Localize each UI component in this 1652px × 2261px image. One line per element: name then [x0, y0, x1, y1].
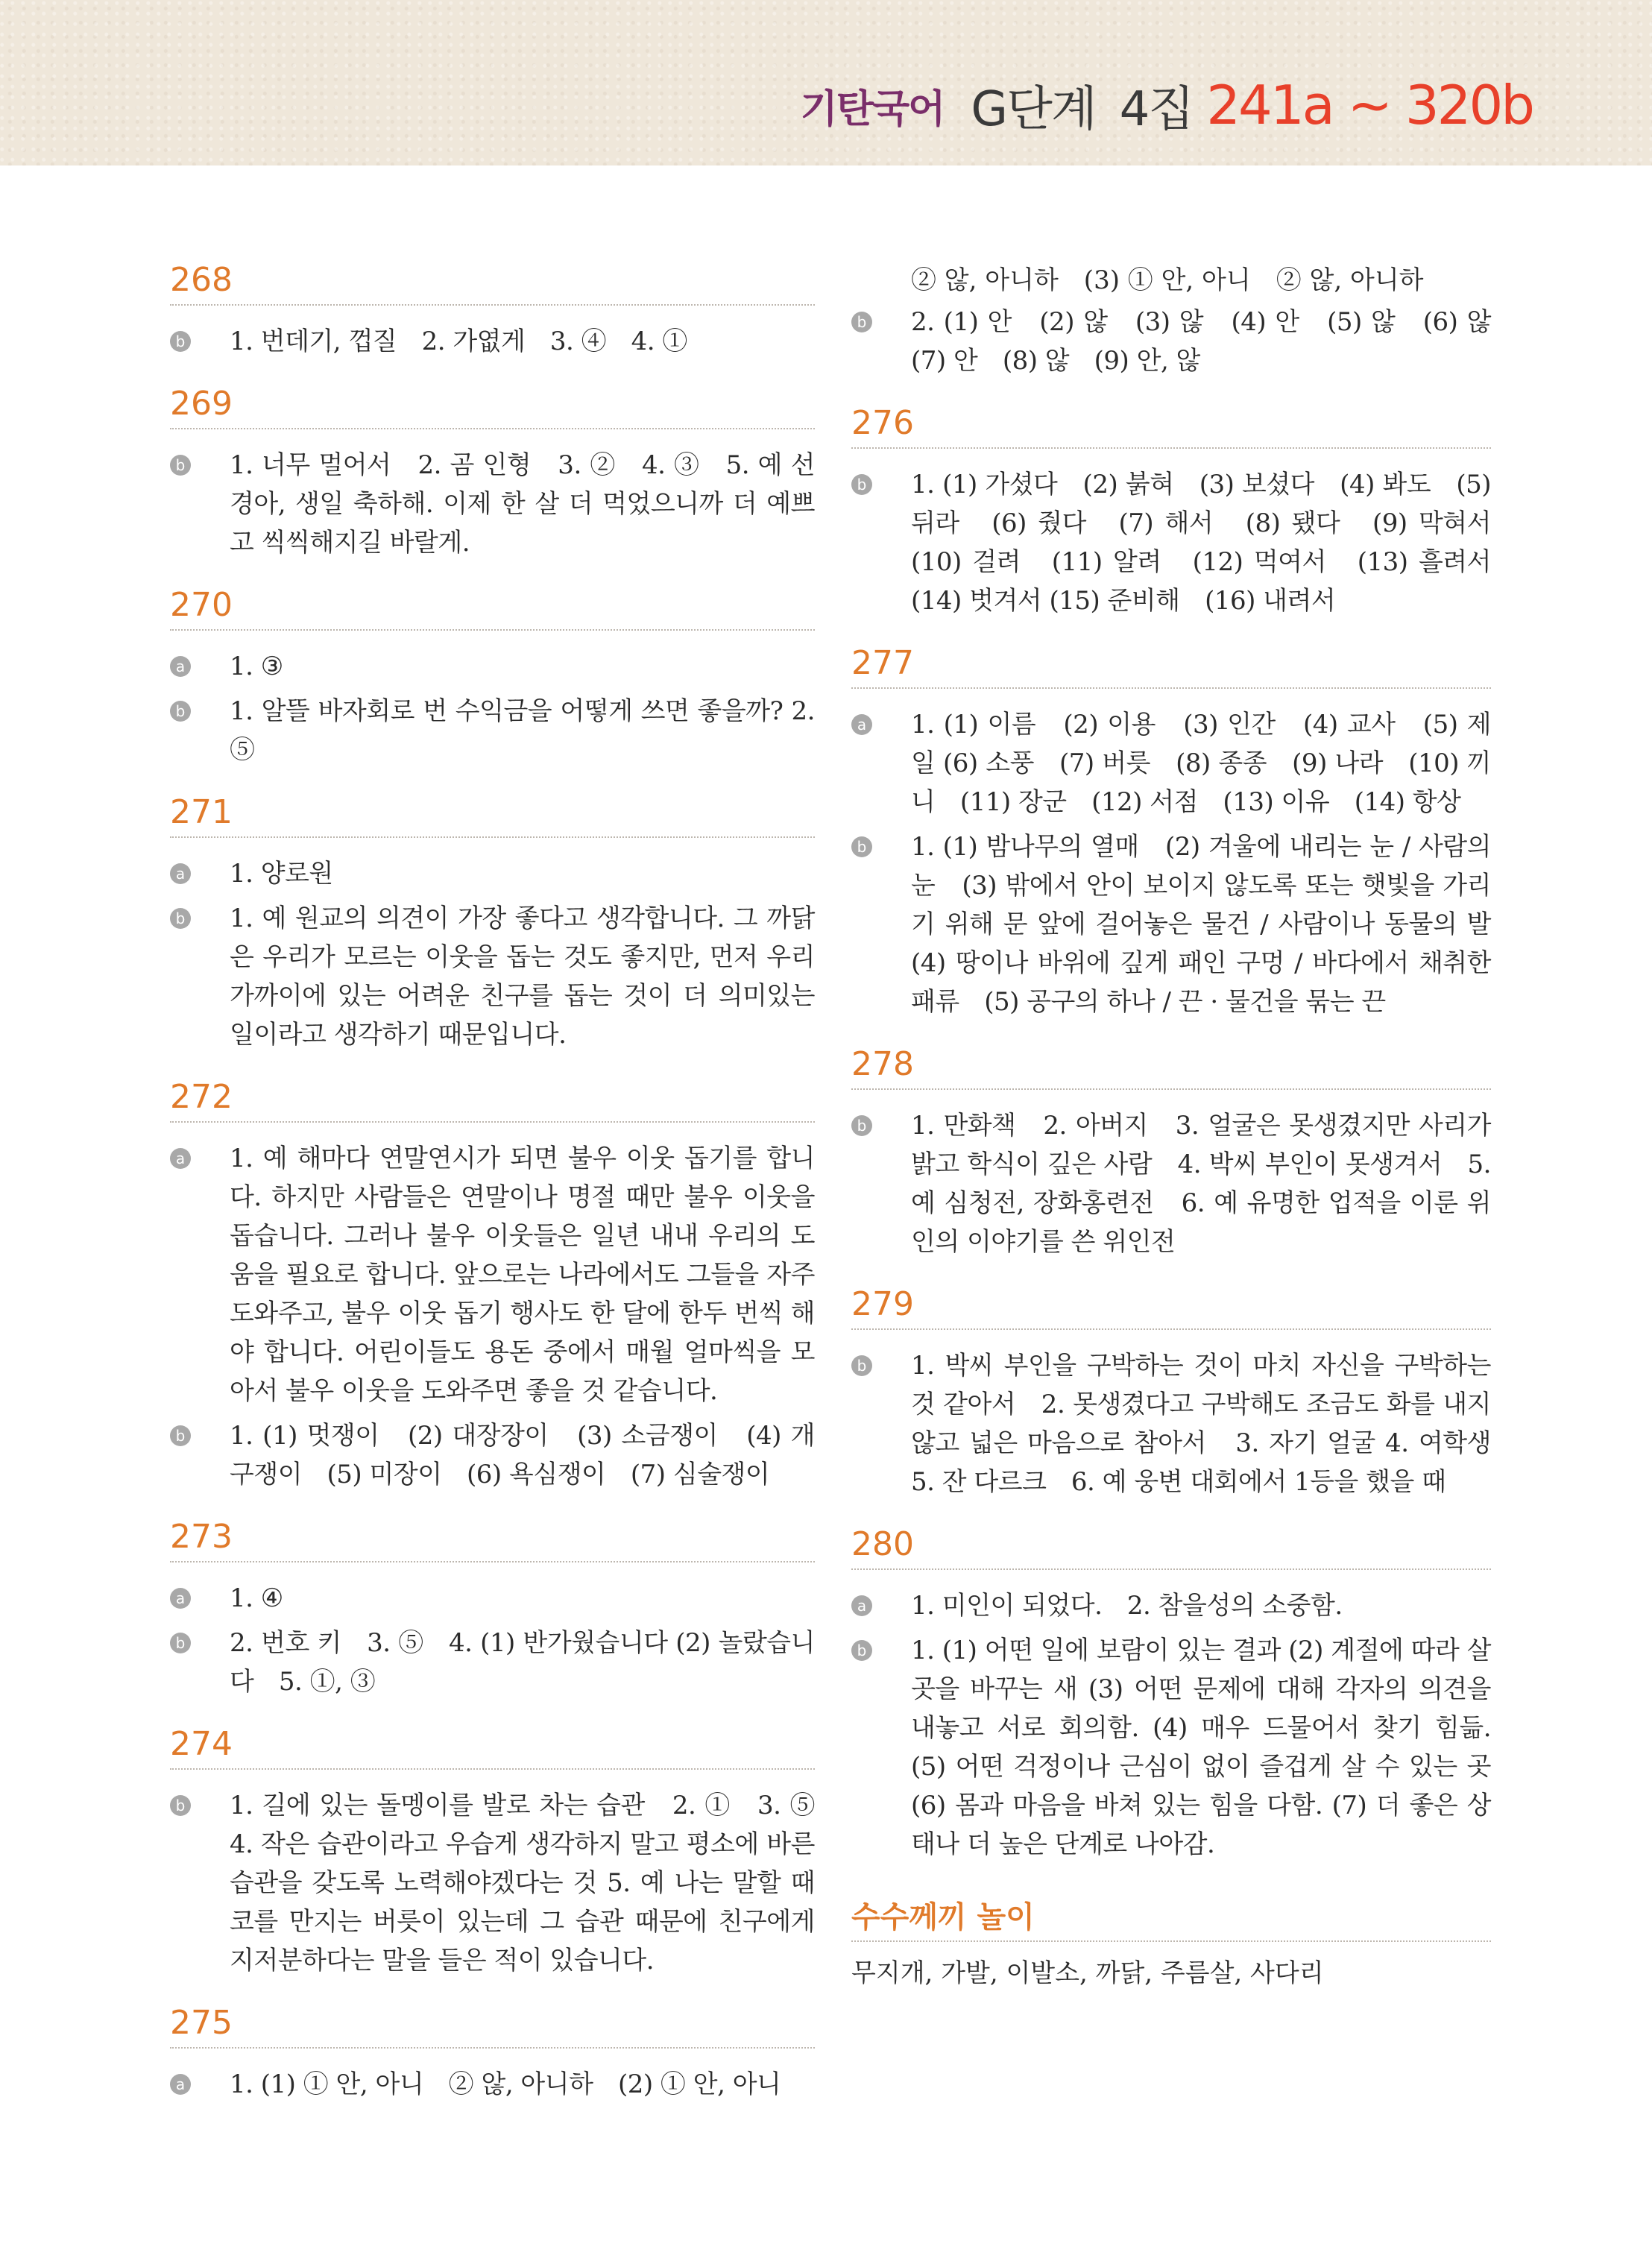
- answer-text: 1. 만화책 2. 아버지 3. 얼굴은 못생겼지만 사리가 밝고 학식이 깊은 사람 4. 박씨 부인이 못생겨서 5. 예 심청전, 장화홍련전 6. 예 유명한 업적을 이룬 위인의 이야기를 쓴 위인전: [911, 1111, 1491, 1257]
- badge-b: b: [851, 474, 872, 495]
- badge-b: b: [170, 331, 191, 352]
- continued-text: ② 않, 아니하 (3) ① 안, 아니 ② 않, 아니하: [911, 265, 1424, 295]
- answer-text: 1. 알뜰 바자회로 번 수익금을 어떻게 쓰면 좋을까? 2. ⑤: [230, 696, 815, 765]
- badge-b: b: [170, 701, 191, 722]
- section-number: 276: [851, 404, 1491, 449]
- badge-a: a: [170, 1588, 191, 1609]
- badge-b: b: [851, 1640, 872, 1661]
- answer-item: [851, 827, 1516, 1021]
- answer-text: 1. (1) ① 안, 아니 ② 않, 아니하 (2) ① 안, 아니: [230, 2069, 781, 2099]
- section-number: 270: [170, 586, 815, 631]
- answer-item: [170, 1139, 815, 1410]
- brand: [800, 72, 1533, 139]
- section-number: 280: [851, 1525, 1491, 1570]
- badge-b: b: [170, 908, 191, 929]
- answer-text: 1. 너무 멀어서 2. 곰 인형 3. ② 4. ③ 5. 예 선경아, 생일 축하해. 이제 한 살 더 먹었으니까 더 예쁘고 씩씩해지길 바랄게.: [230, 450, 815, 558]
- answer-item: [851, 303, 1516, 380]
- answer-item: [851, 1346, 1516, 1501]
- answer-text: 1. 예 원교의 의견이 가장 좋다고 생각합니다. 그 까닭은 우리가 모르는 이웃을 돕는 것도 좋지만, 먼저 우리 가까이에 있는 어려운 친구를 돕는 것이 더 의미있는 일이라고 생각하기 때문입니다.: [230, 904, 815, 1050]
- answer-text: 1. 번데기, 껍질 2. 가엾게 3. ④ 4. ①: [230, 327, 687, 356]
- answer-text: 1. 길에 있는 돌멩이를 발로 차는 습관 2. ① 3. ⑤ 4. 작은 습관이라고 우습게 생각하지 말고 평소에 바른 습관을 갖도록 노력해야겠다는 것 5. 예 나는 말할 때 코를 만지는 버릇이 있는데 그 습관 때문에 친구에게 지저분하다는 말을 들은 적이 있습니다.: [230, 1791, 840, 1975]
- answer-text: 1. 양로원: [230, 859, 333, 889]
- answer-item: [170, 1579, 815, 1618]
- page-header: [0, 0, 1652, 165]
- answer-text: 1. (1) 어떤 일에 보람이 있는 결과 (2) 계절에 따라 살 곳을 바꾸는 새 (3) 어떤 문제에 대해 각자의 의견을 내놓고 서로 회의함. (4) 매우 드물어서 찾기 힘듦. (5) 어떤 걱정이나 근심이 없이 즐겁게 살 수 있는 곳 (6) 몸과 마음을 바쳐 있는 힘을 다함. (7) 더 좋은 상태나 더 높은 단계로 나아감.: [911, 1636, 1491, 1859]
- answer-text: 1. (1) 멋쟁이 (2) 대장장이 (3) 소금쟁이 (4) 개구쟁이 (5) 미장이 (6) 욕심쟁이 (7) 심술쟁이: [230, 1421, 815, 1489]
- logo: 기탄국어: [800, 86, 945, 132]
- answer-text: 1. 미인이 되었다. 2. 참을성의 소중함.: [911, 1591, 1343, 1621]
- answer-text: 2. (1) 안 (2) 않 (3) 않 (4) 안 (5) 않 (6) 않 (7) 안 (8) 않 (9) 안, 않: [911, 307, 1516, 376]
- riddle-title: 수수께끼 놀이: [851, 1893, 1491, 1942]
- answer-text: 1. 예 해마다 연말연시가 되면 불우 이웃 돕기를 합니다. 하지만 사람들은 연말이나 명절 때만 불우 이웃을 돕습니다. 그러나 불우 이웃들은 일년 내내 우리의 도움을 필요로 합니다. 앞으로는 나라에서도 그들을 자주 도와주고, 불우 이웃 돕기 행사도 한 달에 한두 번씩 해야 합니다. 어린이들도 용돈 중에서 매월 얼마씩을 모아서 불우 이웃을 도와주면 좋을 것 같습니다.: [230, 1144, 815, 1406]
- badge-b: b: [170, 1795, 191, 1816]
- answer-item: [170, 1624, 815, 1701]
- answer-item: [170, 1786, 840, 1980]
- answer-item: [170, 899, 815, 1054]
- answer-item: [170, 446, 815, 562]
- left-column: [170, 261, 840, 2110]
- badge-b: b: [170, 455, 191, 476]
- section-number: 271: [170, 793, 815, 838]
- badge-b: b: [170, 1425, 191, 1446]
- section-number: 274: [170, 1725, 815, 1770]
- section-number: 279: [851, 1285, 1491, 1330]
- answer-item: [851, 1586, 1491, 1625]
- answer-item: [851, 1106, 1491, 1261]
- answer-text: 1. ③: [230, 652, 283, 681]
- level-label: G단계: [971, 82, 1096, 137]
- riddle-answer: 무지개, 가발, 이발소, 까닭, 주름살, 사다리: [851, 1958, 1324, 1988]
- badge-a: a: [851, 714, 872, 735]
- answer-item: [170, 647, 815, 686]
- answer-text: 1. ④: [230, 1583, 283, 1613]
- answer-item: [851, 705, 1491, 822]
- badge-b: b: [851, 1115, 872, 1136]
- volume-label: 4집: [1119, 82, 1194, 137]
- answer-text: 1. 박씨 부인을 구박하는 것이 마치 자신을 구박하는 것 같아서 2. 못생겼다고 구박해도 조금도 화를 내지 않고 넓은 마음으로 참아서 3. 자기 얼굴 4. 여학생 5. 잔 다르크 6. 예 웅변 대회에서 1등을 했을 때: [911, 1351, 1516, 1497]
- right-column: [851, 261, 1516, 1993]
- answer-item: [170, 1416, 815, 1494]
- section-number: 278: [851, 1045, 1491, 1090]
- section-number: 275: [170, 2004, 815, 2049]
- badge-a: a: [170, 1148, 191, 1169]
- badge-a: a: [170, 863, 191, 884]
- section-number: 273: [170, 1518, 815, 1562]
- answer-text: 1. (1) 이름 (2) 이용 (3) 인간 (4) 교사 (5) 제일 (6) 소풍 (7) 버릇 (8) 종종 (9) 나라 (10) 끼니 (11) 장군 (12) 서점 (13) 이유 (14) 항상: [911, 710, 1491, 817]
- section-number: 269: [170, 385, 815, 429]
- badge-b: b: [170, 1633, 191, 1653]
- badge-b: b: [851, 312, 872, 332]
- badge-a: a: [851, 1595, 872, 1616]
- section-number: 268: [170, 261, 815, 306]
- answer-item: [170, 2065, 815, 2104]
- range-label: 241a ~ 320b: [1206, 74, 1533, 136]
- section-number: 272: [170, 1078, 815, 1123]
- badge-a: a: [170, 656, 191, 677]
- answer-text: 1. (1) 밤나무의 열매 (2) 겨울에 내리는 눈 / 사람의 눈 (3) 밖에서 안이 보이지 않도록 또는 햇빛을 가리기 위해 문 앞에 걸어놓은 물건 / 사람이나 동물의 발 (4) 땅이나 바위에 깊게 패인 구멍 / 바다에서 채취한 패류 (5) 공구의 하나 / 끈 · 물건을 묶는 끈: [911, 832, 1516, 1017]
- badge-b: b: [851, 836, 872, 857]
- answer-item: [170, 854, 815, 893]
- answer-item: [170, 322, 815, 361]
- section-number: 277: [851, 644, 1491, 689]
- answer-item: [851, 1631, 1491, 1864]
- badge-b: b: [851, 1355, 872, 1376]
- badge-a: a: [170, 2074, 191, 2095]
- answer-text: 2. 번호 키 3. ⑤ 4. (1) 반가웠습니다 (2) 놀랐습니다 5. ①, ③: [230, 1628, 815, 1697]
- answer-item: [170, 692, 815, 769]
- answer-item: [851, 465, 1516, 620]
- answer-text: 1. (1) 가셨다 (2) 붉혀 (3) 보셨다 (4) 봐도 (5) 뒤라 (6) 줬다 (7) 해서 (8) 됐다 (9) 막혀서 (10) 걸려 (11) 알려 (12) 먹여서 (13) 흘려서 (14) 벗겨서 (15) 준비해 (16) 내려서: [911, 470, 1516, 616]
